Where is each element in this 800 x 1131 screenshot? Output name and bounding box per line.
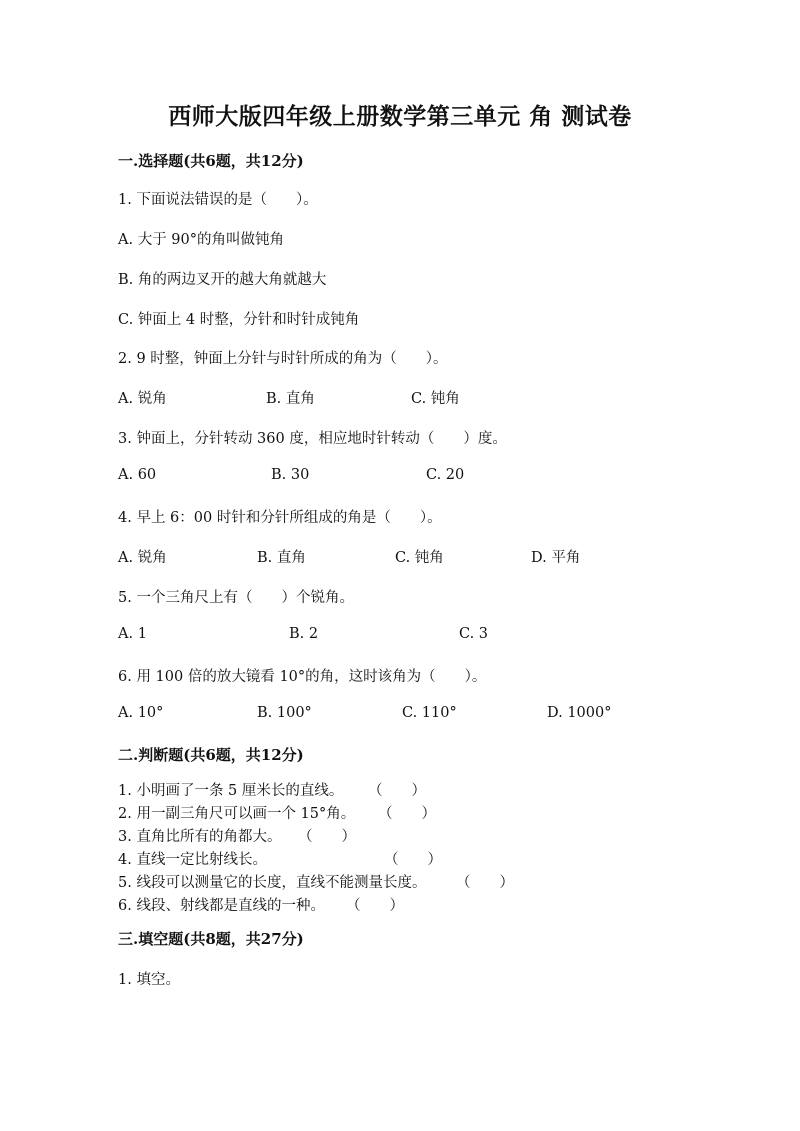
question-5-option-b: B. 2: [289, 626, 319, 642]
judgement-item-1-answer-blank[interactable]: （ ）: [368, 783, 426, 799]
question-6-option-a: A. 10°: [118, 705, 164, 721]
judgement-item-4-text: 4. 直线一定比射线长。: [118, 852, 267, 868]
section-header-fill-blank: 三.填空题(共8题，共27分): [118, 930, 304, 948]
judgement-item-6: [118, 895, 426, 918]
fill-blank-question-1-text: 1. 填空。: [118, 972, 180, 988]
question-3-text: 3. 钟面上，分针转动 360 度，相应地时针转动（ ）度。: [118, 431, 507, 447]
judgement-item-5-answer-blank[interactable]: （ ）: [456, 875, 514, 891]
question-4-option-a: A. 锐角: [118, 550, 167, 566]
judgement-item-6-text: 6. 线段、射线都是直线的一种。: [118, 898, 325, 914]
judgement-item-2-text: 2. 用一副三角尺可以画一个 15°角。: [118, 806, 356, 822]
question-3-option-c: C. 20: [426, 467, 465, 483]
judgement-item-3-text: 3. 直角比所有的角都大。: [118, 829, 282, 845]
question-3-option-b: B. 30: [271, 467, 310, 483]
question-4-text: 4. 早上 6：00 时针和分针所组成的角是（ ）。: [118, 510, 442, 526]
question-1-text: 1. 下面说法错误的是（ ）。: [118, 192, 318, 208]
question-6-option-d: D. 1000°: [547, 705, 612, 721]
question-6-option-b: B. 100°: [257, 705, 312, 721]
question-4-option-b: B. 直角: [257, 550, 306, 566]
judgement-item-3-answer-blank[interactable]: （ ）: [298, 829, 356, 845]
judgement-item-4-answer-blank[interactable]: （ ）: [384, 852, 442, 868]
question-6-option-c: C. 110°: [402, 705, 457, 721]
question-2-text: 2. 9 时整，钟面上分针与时针所成的角为（ ）。: [118, 351, 448, 367]
judgement-item-3: [118, 826, 426, 849]
question-5-option-a: A. 1: [118, 626, 147, 642]
judgement-item-5: [118, 872, 514, 895]
question-2-option-b: B. 直角: [266, 391, 315, 407]
question-5-option-c: C. 3: [459, 626, 489, 642]
page-title: 西师大版四年级上册数学第三单元 角 测试卷: [168, 103, 632, 130]
judgement-item-1-text: 1. 小明画了一条 5 厘米长的直线。: [118, 783, 344, 799]
question-4-option-d: D. 平角: [531, 550, 581, 566]
judgement-item-2: [118, 803, 436, 826]
question-5-text: 5. 一个三角尺上有（ ）个锐角。: [118, 590, 354, 606]
section-header-judgement: 二.判断题(共6题，共12分): [118, 746, 304, 764]
question-2-option-c: C. 钝角: [411, 391, 460, 407]
question-2-option-a: A. 锐角: [118, 391, 167, 407]
judgement-item-5-text: 5. 线段可以测量它的长度，直线不能测量长度。: [118, 875, 427, 891]
question-1-option-b: B. 角的两边叉开的越大角就越大: [118, 272, 327, 288]
question-6-text: 6. 用 100 倍的放大镜看 10°的角，这时该角为（ ）。: [118, 669, 487, 685]
judgement-item-4: [118, 849, 442, 872]
question-1-option-c: C. 钟面上 4 时整，分针和时针成钝角: [118, 312, 360, 328]
question-3-option-a: A. 60: [118, 467, 157, 483]
section-header-choice: 一.选择题(共6题，共12分): [118, 152, 304, 170]
judgement-item-2-answer-blank[interactable]: （ ）: [378, 806, 436, 822]
judgement-list: [118, 780, 514, 918]
question-4-option-c: C. 钝角: [395, 550, 444, 566]
question-1-option-a: A. 大于 90°的角叫做钝角: [118, 232, 284, 248]
judgement-item-1: [118, 780, 426, 803]
judgement-item-6-answer-blank[interactable]: （ ）: [346, 898, 404, 914]
